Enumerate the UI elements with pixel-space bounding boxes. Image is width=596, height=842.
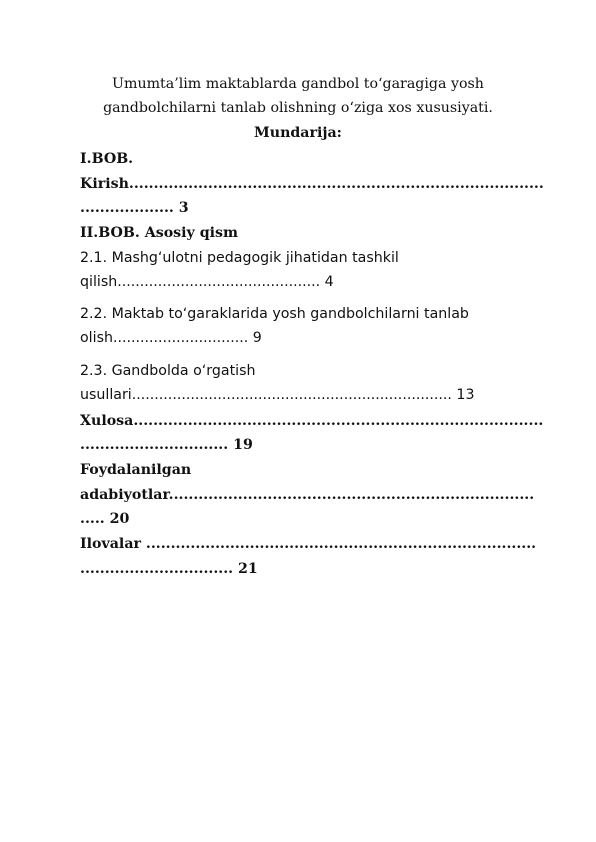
- toc-chapter-2-label: II.BOB. Asosiy qism: [80, 225, 239, 241]
- toc-entry-kirish-page: ................... 3: [80, 200, 189, 216]
- toc-entry-ilovalar: Ilovalar ...............................................................................: [80, 536, 537, 552]
- title-line-1: Umumta’lim maktablarda gandbol to‘garagiga yosh: [112, 76, 484, 92]
- toc-entry-2-3: 2.3. Gandbolda o‘rgatish: [80, 363, 256, 379]
- toc-entry-adabiyotlar-page: ..... 20: [80, 511, 130, 527]
- toc-entry-2-3-page: usullari....................................................................... 13: [80, 387, 475, 403]
- toc-entry-xulosa: Xulosa...................................................................................: [80, 413, 544, 429]
- toc-entry-xulosa-page: .............................. 19: [80, 437, 253, 453]
- toc-chapter-1-label: I.BOB.: [80, 151, 134, 167]
- toc-entry-adabiyotlar: adabiyotlar..........................................................................: [80, 487, 535, 503]
- toc-entry-foydalanilgan: Foydalanilgan: [80, 462, 192, 478]
- title-line-2: gandbolchilarni tanlab olishning o‘ziga xos xususiyati.: [103, 100, 493, 116]
- toc-entry-2-2: 2.2. Maktab to‘garaklarida yosh gandbolchilarni tanlab: [80, 306, 469, 322]
- toc-heading: Mundarija:: [254, 125, 342, 141]
- toc-entry-ilovalar-page: ............................... 21: [80, 561, 258, 577]
- toc-entry-2-1: 2.1. Mashg‘ulotni pedagogik jihatidan tashkil: [80, 250, 399, 266]
- toc-entry-2-2-page: olish.............................. 9: [80, 330, 262, 346]
- toc-entry-kirish: Kirish....................................................................................: [80, 176, 544, 192]
- toc-entry-2-1-page: qilish............................................. 4: [80, 274, 334, 290]
